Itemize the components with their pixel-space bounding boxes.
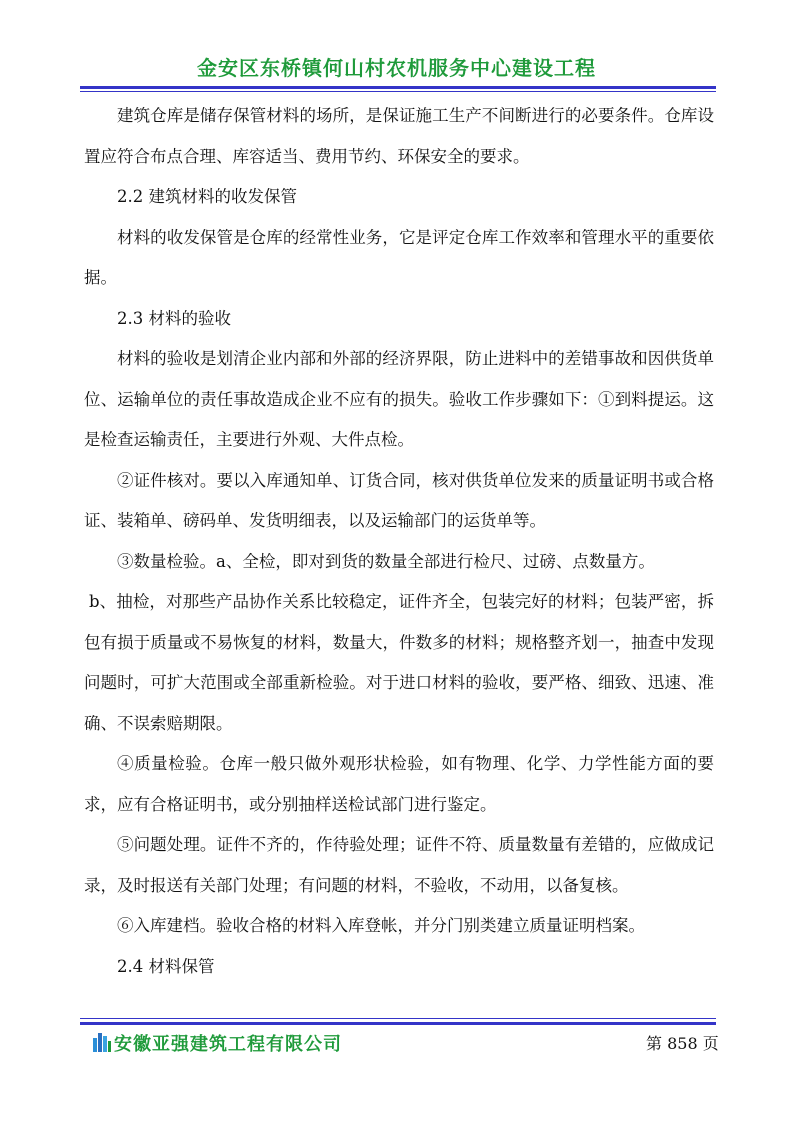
footer-rule-thin	[80, 1018, 716, 1019]
paragraph: 建筑仓库是储存保管材料的场所，是保证施工生产不间断进行的必要条件。仓库设置应符合布点合理、库容适当、费用节约、环保安全的要求。	[84, 106, 714, 166]
section-heading: 2.2 建筑材料的收发保管	[117, 187, 297, 206]
document-body	[84, 96, 714, 987]
page-number: 第 858 页	[646, 1034, 719, 1053]
paragraph: ③数量检验。a、全检，即对到货的数量全部进行检尺、过磅、点数量方。	[117, 551, 655, 571]
paragraph: 材料的收发保管是仓库的经常性业务，它是评定仓库工作效率和管理水平的重要依据。	[84, 227, 714, 287]
company-logo-icon	[92, 1030, 112, 1052]
header-rule-thick	[80, 86, 716, 89]
section-heading: 2.3 材料的验收	[117, 308, 231, 328]
paragraph: b、抽检，对那些产品协作关系比较稳定，证件齐全，包装完好的材料；包装严密，拆包有损于质量或不易恢复的材料，数量大，件数多的材料；规格整齐划一，抽查中发现问题时，可扩大范围或全部重新检验。对于进口材料的验收，要严格、细致、迅速、准确、不误索赔期限。	[84, 592, 714, 733]
paragraph: 材料的验收是划清企业内部和外部的经济界限，防止进料中的差错事故和因供货单位、运输单位的责任事故造成企业不应有的损失。验收工作步骤如下：①到料提运。这是检查运输责任，主要进行外观、大件点检。	[84, 349, 714, 449]
paragraph: ⑤问题处理。证件不齐的，作待验处理；证件不符、质量数量有差错的，应做成记录，及时报送有关部门处理；有问题的材料，不验收，不动用，以备复核。	[84, 835, 714, 895]
section-heading: 2.4 材料保管	[117, 956, 215, 976]
header-title: 金安区东桥镇何山村农机服务中心建设工程	[197, 56, 596, 80]
paragraph: ④质量检验。仓库一般只做外观形状检验，如有物理、化学、力学性能方面的要求，应有合格证明书，或分别抽样送检试部门进行鉴定。	[84, 754, 714, 814]
footer-company-name: 安徽亚强建筑工程有限公司	[114, 1034, 342, 1055]
header-rule-thin	[80, 91, 716, 92]
footer-rule-thick	[80, 1022, 716, 1025]
paragraph: ②证件核对。要以入库通知单、订货合同，核对供货单位发来的质量证明书或合格证、装箱单、磅码单、发货明细表，以及运输部门的运货单等。	[84, 470, 714, 530]
paragraph: ⑥入库建档。验收合格的材料入库登帐，并分门别类建立质量证明档案。	[117, 916, 645, 935]
